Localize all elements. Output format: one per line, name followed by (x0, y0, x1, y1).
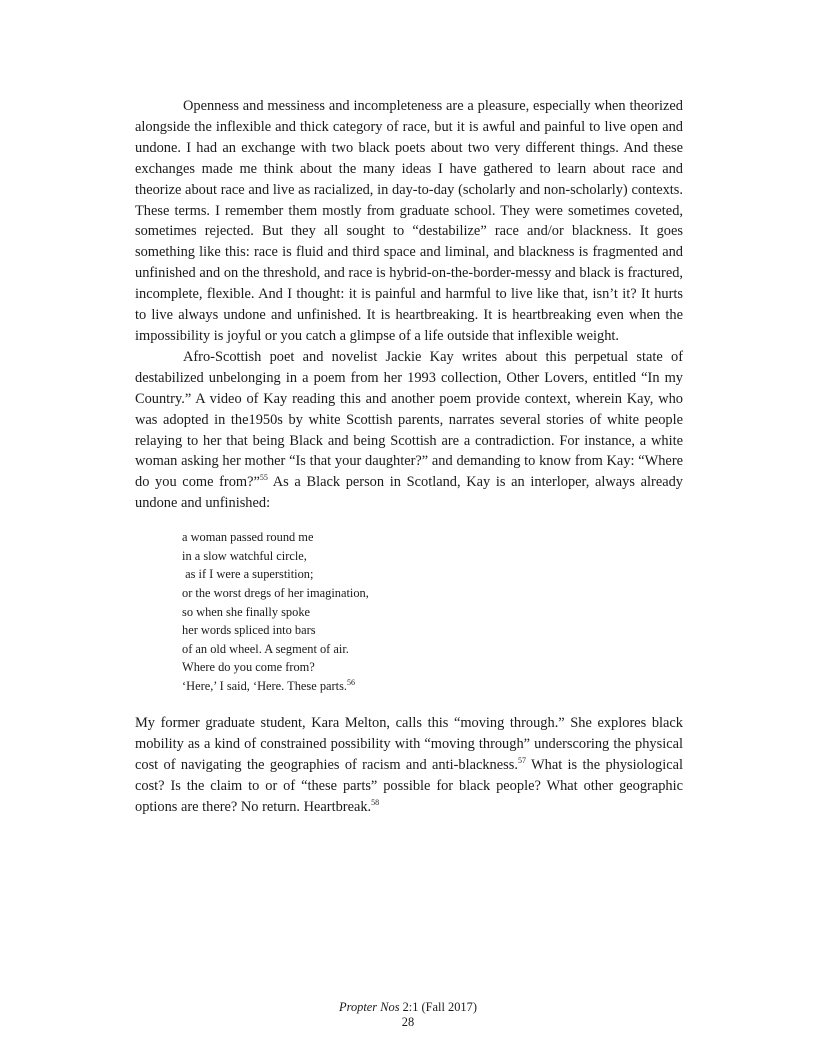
article-body (135, 96, 683, 818)
paragraph-text-continued: As a Black person in Scotland, Kay is an interloper, always already undone and unfinished: (135, 474, 683, 512)
footnote-ref[interactable]: 55 (259, 473, 268, 483)
journal-title: Propter Nos (339, 1000, 400, 1014)
poem-line: so when she finally spoke (182, 604, 311, 619)
poem-line-last (182, 677, 683, 696)
poem-block-quote (182, 528, 683, 695)
journal-issue: 2:1 (Fall 2017) (399, 1000, 477, 1014)
footnote-ref[interactable]: 58 (371, 798, 380, 808)
journal-citation (0, 1000, 816, 1015)
poem-line: in a slow watchful circle, (182, 548, 307, 563)
paragraph-text-continued: What is the physiological cost? Is the claim to or of “these parts” possible for black people? What other geographic options are there? No return. Heartbreak. (135, 757, 683, 816)
poem-line: a woman passed round me (182, 530, 314, 545)
paragraph-openness (135, 96, 683, 347)
paragraph-text: Afro-Scottish poet and novelist Jackie Kay writes about this perpetual state of destabilized unbelonging in a poem from her 1993 collection, Other Lovers, entitled “In my Country.” A video of Kay reading this and another poem provide context, wherein Kay, who was adopted in the1950s by white Scottish parents, narrates several stories of white people relaying to her that being Black and being Scottish are a contradiction. For instance, a white woman asking her mother “Is that your daughter?” and demanding to know from Kay: “Where do you come from?” (135, 348, 683, 491)
poem-line-text: ‘Here,’ I said, ‘Here. These parts. (182, 678, 348, 693)
poem-line: or the worst dregs of her imagination, (182, 585, 369, 600)
paragraph-moving-through (135, 713, 683, 818)
poem-line: as if I were a superstition; (182, 567, 314, 582)
poem-line: of an old wheel. A segment of air. (182, 641, 349, 656)
page-footer (0, 1000, 816, 1030)
paragraph-text: Openness and messiness and incompleteness are a pleasure, especially when theorized alongside the inflexible and thick category of race, but it is awful and painful to live open and undone. I had an exchange with two black poets about two very different things. And these exchanges made me think about the many ideas I have gathered to learn about race and theorize about race and live as racialized, in day-to-day (scholarly and non-scholarly) contexts. These terms. I remember them mostly from graduate school. They were sometimes coveted, sometimes rejected. But they all sought to “destabilize” race and/or blackness. It goes something like this: race is fluid and third space and liminal, and blackness is fragmented and unfinished and on the threshold, and race is hybrid-on-the-border-messy and black is fractured, incomplete, flexible. And I thought: it is painful and harmful to live like that, isn’t it? It hurts to live always undone and unfinished. It is heartbreaking. It is heartbreaking even when the impossibility is joyful or you catch a glimpse of a life outside that inflexible weight. (135, 98, 683, 344)
footnote-ref[interactable]: 56 (347, 677, 356, 687)
footnote-ref[interactable]: 57 (517, 756, 526, 766)
poem-line: her words spliced into bars (182, 623, 316, 638)
paragraph-text: My former graduate student, Kara Melton, calls this “moving through.” She explores black mobility as a kind of constrained possibility with “moving through” underscoring the physical cost of navigating the geographies of racism and anti-blackness. (135, 715, 683, 774)
poem-line: Where do you come from? (182, 660, 315, 675)
page-number: 28 (401, 1015, 415, 1029)
paragraph-jackie-kay (135, 347, 683, 514)
